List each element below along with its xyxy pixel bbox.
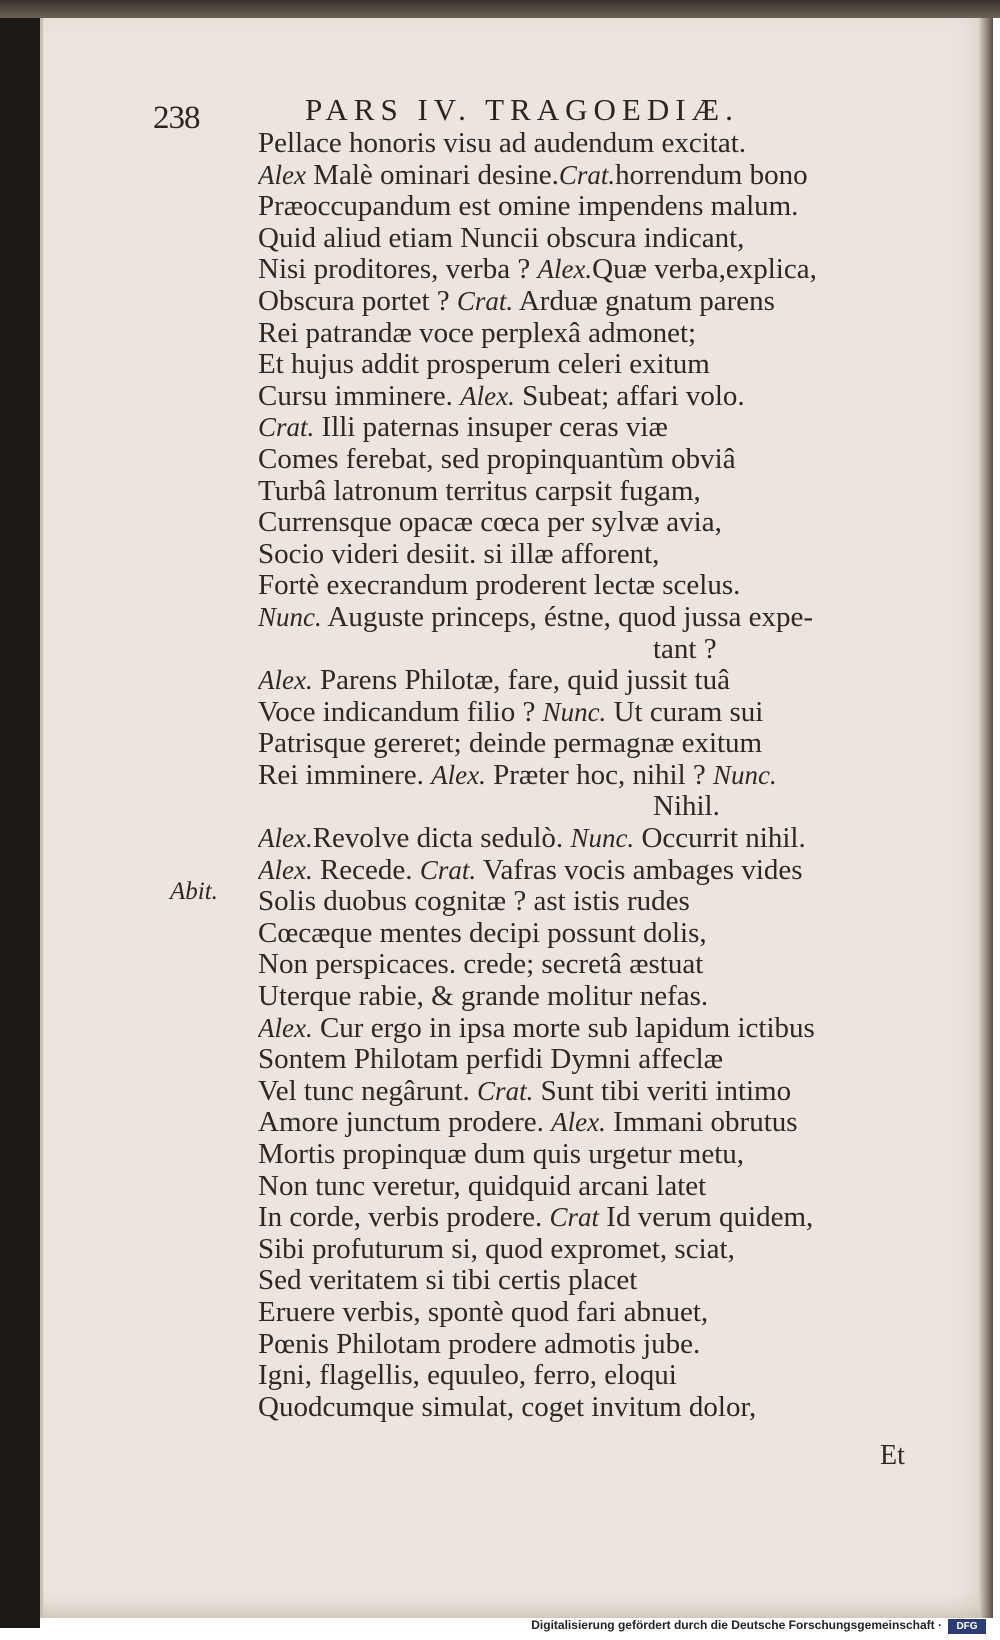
verse-line bbox=[258, 1265, 948, 1297]
verse-line bbox=[258, 1202, 948, 1234]
line-text: Sed veritatem si tibi certis placet bbox=[258, 1265, 638, 1297]
line-text: Rei patrandæ voce perplexâ admonet; bbox=[258, 317, 697, 349]
verse-line bbox=[258, 1076, 948, 1108]
verse-line bbox=[258, 318, 948, 350]
speaker-name: Nunc. bbox=[713, 759, 777, 790]
line-text: Recede. bbox=[312, 854, 420, 886]
verse-line bbox=[258, 855, 948, 887]
running-title: PARS IV. TRAGOEDIÆ. bbox=[305, 92, 739, 127]
line-text: Mortis propinquæ dum quis urgetur metu, bbox=[258, 1139, 745, 1170]
line-text: Præter hoc, nihil ? bbox=[485, 759, 714, 791]
verse-line bbox=[258, 412, 948, 444]
line-text: tant ? bbox=[653, 633, 717, 665]
verse-line bbox=[258, 918, 948, 950]
verse-line bbox=[258, 1234, 948, 1266]
speaker-name: Crat. bbox=[477, 1075, 534, 1106]
verse-line bbox=[258, 1044, 948, 1076]
speaker-name: Alex. bbox=[431, 759, 486, 790]
line-text: Eruere verbis, spontè quod fari abnuet, bbox=[258, 1296, 709, 1328]
line-text: Sontem Philotam perfidi Dymni affeclæ bbox=[258, 1044, 724, 1076]
line-text: Cursu imminere. bbox=[258, 380, 461, 412]
verse-line bbox=[258, 697, 948, 729]
dfg-logo: DFG bbox=[948, 1619, 986, 1634]
line-text: In corde, verbis prodere. bbox=[258, 1202, 550, 1234]
line-text: Currensque opacæ cœca per sylvæ avia, bbox=[258, 507, 722, 539]
line-text: Igni, flagellis, equuleo, ferro, eloqui bbox=[258, 1360, 677, 1392]
line-text: Comes ferebat, sed propinquantùm obviâ bbox=[258, 443, 736, 475]
line-text: Auguste princeps, éstne, quod jussa expe- bbox=[321, 601, 814, 633]
speaker-name: Alex bbox=[258, 159, 306, 190]
line-text: Non tunc veretur, quidquid arcani latet bbox=[258, 1170, 707, 1202]
verse-line bbox=[258, 728, 948, 760]
line-text: Præoccupandum est omine impendens malum. bbox=[258, 191, 799, 223]
verse-line bbox=[258, 665, 948, 697]
page-header bbox=[153, 92, 853, 136]
verse-line bbox=[258, 1107, 948, 1139]
speaker-name: Crat. bbox=[456, 285, 514, 316]
line-text: Nisi proditores, verba ? bbox=[258, 254, 538, 286]
digitization-credit: Digitalisierung gefördert durch die Deutsche Forschungsgemeinschaft · bbox=[531, 1618, 942, 1632]
line-text: Revolve dicta sedulò. bbox=[312, 823, 571, 855]
line-text: Pœnis Philotam prodere admotis jube. bbox=[258, 1328, 701, 1360]
verse-line bbox=[258, 1013, 948, 1045]
verse-line bbox=[258, 981, 948, 1013]
line-text: Patrisque gereret; deinde permagnæ exitum bbox=[258, 728, 763, 760]
speaker-name: Nunc. bbox=[570, 823, 635, 854]
book-binding-shadow bbox=[0, 0, 40, 1628]
speaker-name: Nunc. bbox=[258, 601, 322, 632]
verse-line bbox=[258, 791, 948, 823]
verse-line bbox=[258, 286, 948, 318]
page-number: 238 bbox=[153, 100, 200, 136]
line-text: Vafras vocis ambages vides bbox=[476, 854, 803, 886]
page-gutter-edge bbox=[979, 18, 993, 1618]
verse-line bbox=[258, 1329, 948, 1361]
line-text: Non perspicaces. crede; secretâ æstuat bbox=[258, 949, 704, 981]
speaker-name: Nunc. bbox=[542, 696, 607, 727]
line-text: Turbâ latronum territus carpsit fugam, bbox=[258, 475, 701, 507]
speaker-name: Crat bbox=[549, 1202, 600, 1233]
verse-line bbox=[258, 381, 948, 413]
verse-line bbox=[258, 444, 948, 476]
speaker-name: Crat. bbox=[558, 159, 616, 190]
verse-text-block bbox=[258, 128, 948, 1423]
verse-line bbox=[258, 191, 948, 223]
verse-line bbox=[258, 160, 948, 192]
speaker-name: Crat. bbox=[258, 412, 315, 443]
line-text: Sunt tibi veriti intimo bbox=[533, 1075, 792, 1107]
catchword: Et bbox=[880, 1440, 905, 1471]
line-text: Malè ominari desine. bbox=[305, 159, 559, 191]
verse-line bbox=[258, 949, 948, 981]
line-text: Illi paternas insuper ceras viæ bbox=[314, 412, 668, 444]
verse-line bbox=[258, 1171, 948, 1203]
line-text: Arduæ gnatum parens bbox=[513, 285, 775, 317]
line-text: Occurrit nihil. bbox=[634, 823, 806, 855]
speaker-name: Crat. bbox=[419, 854, 477, 885]
line-text: Amore junctum prodere. bbox=[258, 1107, 552, 1139]
line-text: Solis duobus cognitæ ? ast istis rudes bbox=[258, 886, 690, 918]
line-text: Sibi profuturum si, quod expromet, sciat, bbox=[258, 1233, 735, 1265]
verse-line bbox=[258, 507, 948, 539]
verse-line bbox=[258, 760, 948, 792]
line-text: Parens Philotæ, fare, quid jussit tuâ bbox=[312, 665, 730, 697]
line-text: Pellace honoris visu ad audendum excitat. bbox=[258, 128, 747, 159]
stage-direction-margin-note: Abit. bbox=[170, 878, 218, 905]
verse-line bbox=[258, 1297, 948, 1329]
line-text: Id verum quidem, bbox=[599, 1202, 814, 1234]
verse-line bbox=[258, 1139, 948, 1171]
line-text: Ut curam sui bbox=[606, 696, 764, 728]
verse-line bbox=[258, 1360, 948, 1392]
line-text: Socio videri desiit. si illæ afforent, bbox=[258, 538, 660, 570]
line-text: Et hujus addit prosperum celeri exitum bbox=[258, 349, 710, 381]
line-text: Uterque rabie, & grande molitur nefas. bbox=[258, 981, 709, 1013]
verse-line bbox=[258, 1392, 948, 1424]
line-text: Subeat; affari volo. bbox=[514, 380, 745, 412]
line-text: Obscura portet ? bbox=[258, 285, 457, 317]
verse-line bbox=[258, 634, 948, 666]
line-text: horrendum bono bbox=[615, 159, 808, 191]
speaker-name: Alex. bbox=[551, 1107, 606, 1138]
verse-line bbox=[258, 823, 948, 855]
verse-line bbox=[258, 886, 948, 918]
verse-line bbox=[258, 539, 948, 571]
verse-line bbox=[258, 476, 948, 508]
line-text: Quæ verba,explica, bbox=[592, 254, 817, 286]
verse-line bbox=[258, 349, 948, 381]
speaker-name: Alex. bbox=[258, 823, 313, 854]
speaker-name: Alex. bbox=[460, 380, 515, 411]
speaker-name: Alex. bbox=[258, 1012, 313, 1043]
line-text: Rei imminere. bbox=[258, 759, 432, 791]
scan-top-edge bbox=[0, 0, 1000, 18]
speaker-name: Alex. bbox=[258, 665, 313, 696]
verse-line bbox=[258, 570, 948, 602]
verse-line bbox=[258, 254, 948, 286]
line-text: Cur ergo in ipsa morte sub lapidum ictibus bbox=[312, 1012, 815, 1044]
line-text: Cœcæque mentes decipi possunt dolis, bbox=[258, 917, 707, 949]
line-text: Voce indicandum filio ? bbox=[258, 696, 543, 728]
line-text: Fortè execrandum proderent lectæ scelus. bbox=[258, 570, 741, 602]
line-text: Quodcumque simulat, coget invitum dolor, bbox=[258, 1391, 757, 1423]
verse-line bbox=[258, 128, 948, 160]
line-text: Nihil. bbox=[653, 791, 720, 823]
line-text: Vel tunc negârunt. bbox=[258, 1075, 478, 1107]
line-text: Immani obrutus bbox=[605, 1107, 798, 1139]
speaker-name: Alex. bbox=[258, 854, 313, 885]
verse-line bbox=[258, 223, 948, 255]
speaker-name: Alex. bbox=[537, 254, 593, 285]
verse-line bbox=[258, 602, 948, 634]
line-text: Quid aliud etiam Nuncii obscura indicant, bbox=[258, 222, 745, 254]
